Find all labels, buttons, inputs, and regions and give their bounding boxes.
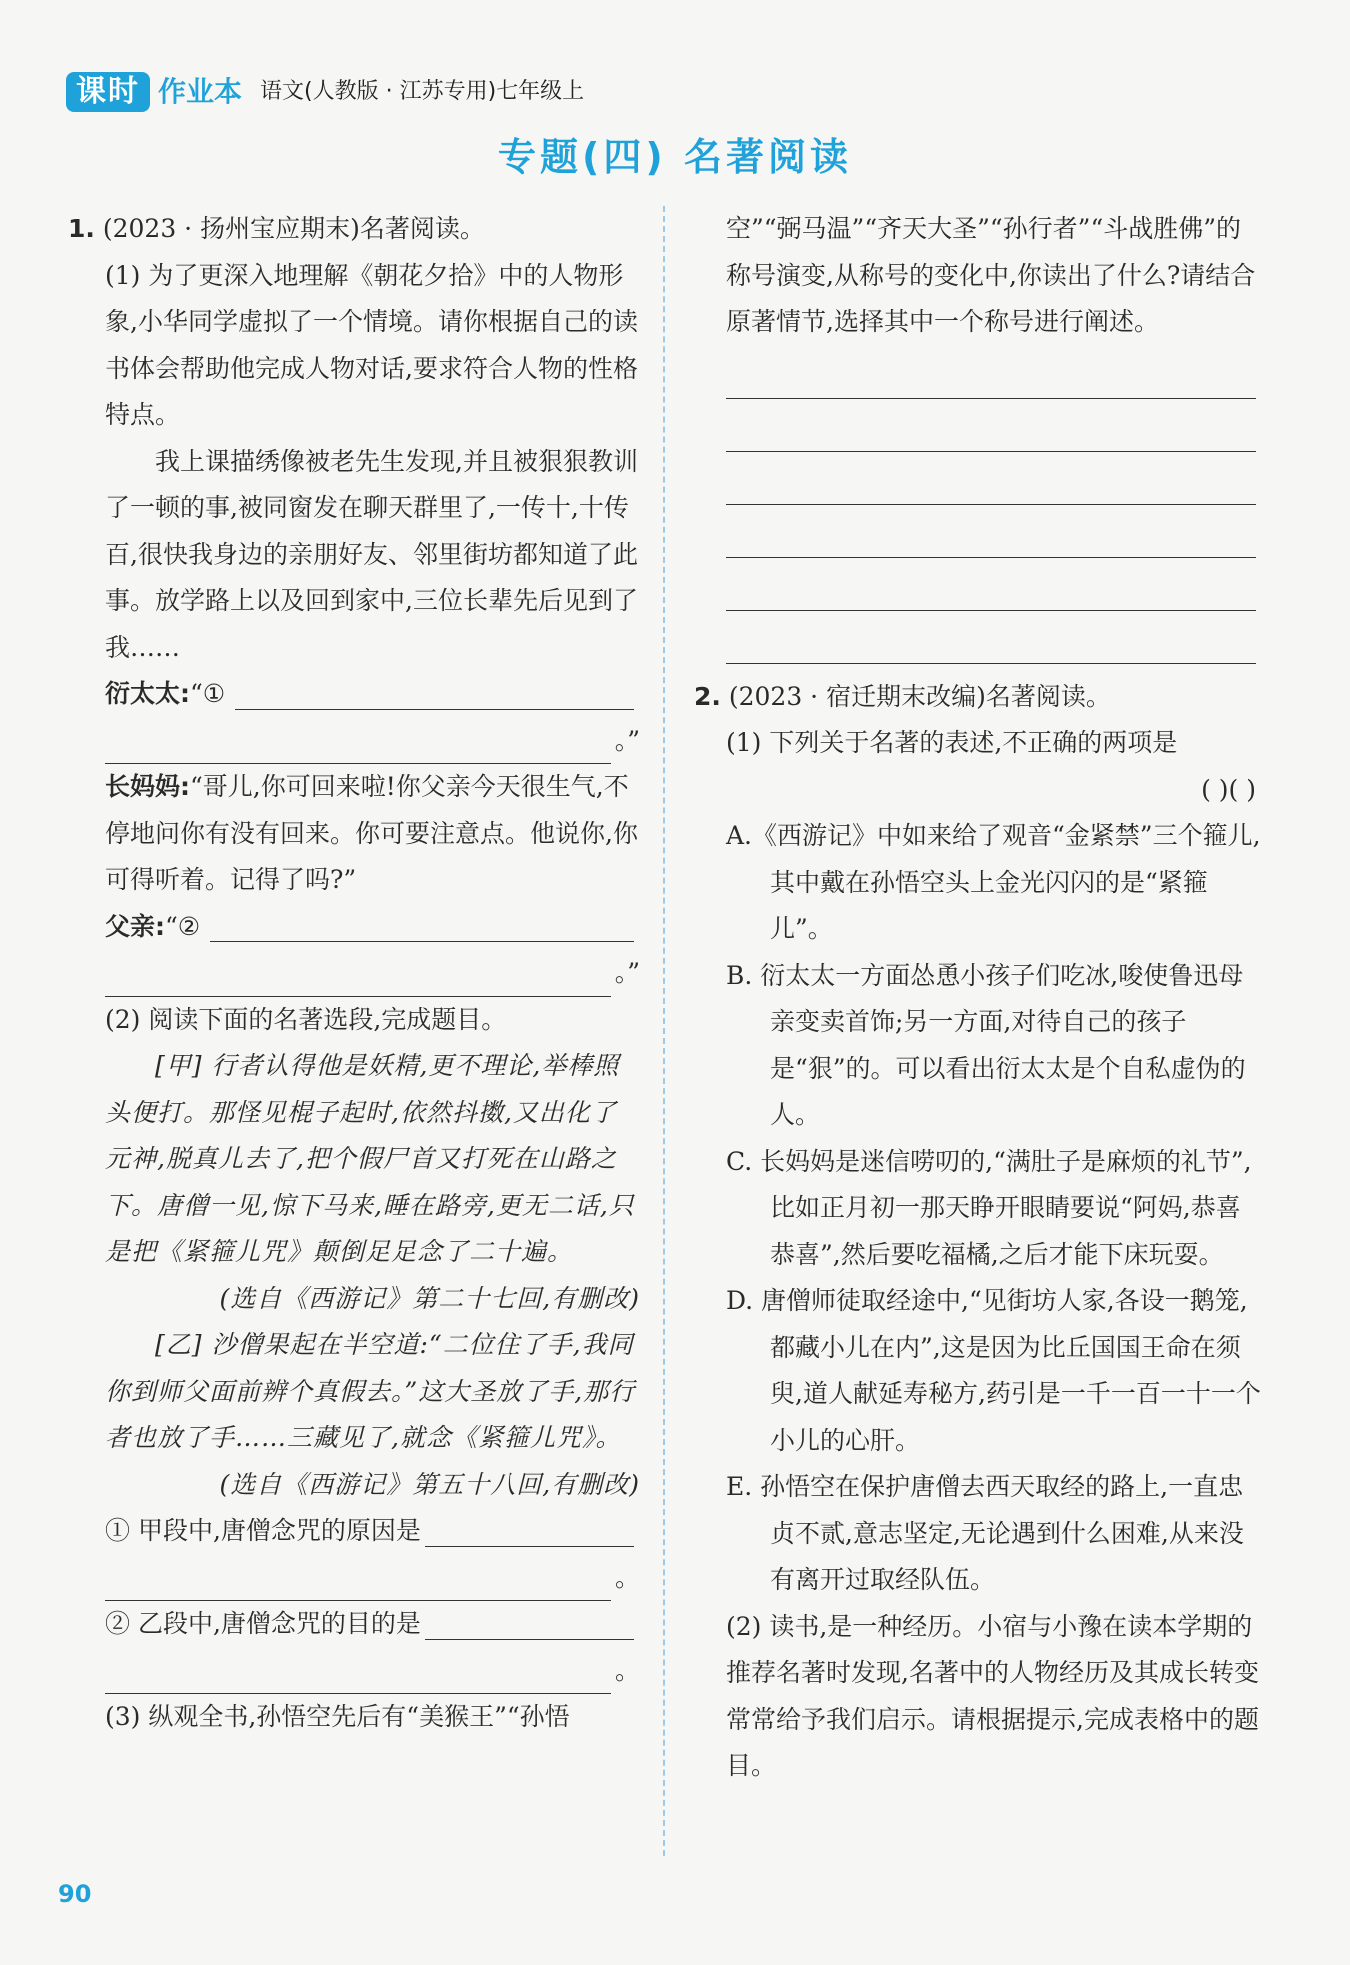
answer-line[interactable] [68,1648,640,1695]
option-a: A.《西游记》中如来给了观音“金紧禁”三个箍儿,其中戴在孙悟空头上金光闪闪的是“紧箍儿”。 [726,821,1261,943]
answer-line[interactable] [726,399,1256,452]
sub-question-text: ① 甲段中,唐僧念咒的原因是 [105,1516,421,1545]
answer-blank[interactable] [210,907,634,942]
answer-line[interactable] [726,558,1256,611]
page-title: 专题(四) 名著阅读 [498,135,852,179]
brand-name: 作业本 [158,75,243,108]
answer-area[interactable] [726,346,1262,664]
answer-line[interactable] [726,346,1256,399]
question-1-heading [68,206,640,253]
q1-part3-prompt: (3) 纵观全书,孙悟空先后有“美猴王”“孙悟 [105,1702,570,1731]
answer-parentheses[interactable]: ( )( ) [1201,774,1256,804]
dialogue-father [68,904,640,951]
question-2-heading [694,674,1262,721]
q1-scene-text: 我上课描绣像被老先生发现,并且被狠狠教训了一顿的事,被同窗发在聊天群里了,一传十,十传百,很快我身边的亲朋好友、邻里街坊都知道了此事。放学路上以及回到家中,三位长辈先后见到了我…… [105,446,638,662]
answer-line[interactable] [68,950,640,997]
blank-number: “① [190,679,226,708]
answer-line[interactable] [68,1555,640,1602]
right-column [694,206,1262,1790]
excerpt-source: (选自《西游记》第五十八回,有删改) [219,1469,640,1499]
option-c: C. 长妈妈是迷信唠叨的,“满肚子是麻烦的礼节”,比如正月初一那天睁开眼睛要说“阿妈,恭喜恭喜”,然后要吃福橘,之后才能下床玩耍。 [726,1146,1252,1269]
sub-question-2 [68,1601,640,1648]
answer-line[interactable] [68,718,640,765]
speaker-label: 衍太太: [105,679,190,708]
speaker-label: 长妈妈: [105,772,190,801]
dialogue-chang [68,764,640,904]
closing-quote: 。” [614,725,640,755]
period-mark: 。 [614,1655,640,1685]
excerpt-yi: [乙] 沙僧果起在半空道:“二位住了手,我同你到师父面前辨个真假去。”这大圣放了手,那行者也放了手……三藏见了,就念《紧箍儿咒》。 [105,1330,636,1452]
sub-question-1 [68,1508,640,1555]
excerpt-source: (选自《西游记》第二十七回,有删改) [219,1283,640,1313]
brand-logo: 课时 [66,72,150,112]
question-source: (2023 · 宿迁期末改编)名著阅读。 [728,681,1111,711]
period-mark: 。 [614,1562,640,1592]
column-divider [663,206,665,1856]
question-number: 1. [68,214,95,243]
q2-part1-prompt: (1) 下列关于名著的表述,不正确的两项是 [726,728,1178,757]
speaker-label: 父亲: [105,911,165,941]
option-e: E. 孙悟空在保护唐僧去西天取经的路上,一直忠贞不贰,意志坚定,无论遇到什么困难,从来没有离开过取经队伍。 [726,1472,1244,1594]
question-number: 2. [694,681,721,711]
q1-part1-prompt: (1) 为了更深入地理解《朝花夕拾》中的人物形象,小华同学虚拟了一个情境。请你根据自己的读书体会帮助他完成人物对话,要求符合人物的性格特点。 [105,260,638,429]
answer-blank[interactable] [425,1605,634,1640]
answer-line[interactable] [726,611,1256,664]
option-d: D. 唐僧师徒取经途中,“见街坊人家,各设一鹅笼,都藏小儿在内”,这是因为比丘国国王命在须臾,道人献延寿秘方,药引是一千一百一十一个小儿的心肝。 [726,1286,1261,1455]
q1-part3-continued: 空”“弼马温”“齐天大圣”“孙行者”“斗战胜佛”的称号演变,从称号的变化中,你读出了什么?请结合原著情节,选择其中一个称号进行阐述。 [726,214,1256,336]
answer-blank[interactable] [235,675,634,710]
left-column [68,206,640,1741]
subject-label: 语文(人教版 · 江苏专用)七年级上 [260,79,585,104]
dialogue-text: “哥儿,你可回来啦!你父亲今天很生气,不停地问你有没有回来。你可要注意点。他说你,你可得听着。记得了吗?” [105,772,638,894]
answer-line[interactable] [726,505,1256,558]
answer-line[interactable] [726,452,1256,505]
question-source: (2023 · 扬州宝应期末)名著阅读。 [102,214,485,243]
q2-part2-prompt: (2) 读书,是一种经历。小宿与小豫在读本学期的推荐名著时发现,名著中的人物经历及其成长转变常常给予我们启示。请根据提示,完成表格中的题目。 [726,1611,1259,1780]
blank-number: “② [165,911,201,941]
dialogue-yan [68,671,640,718]
option-b: B. 衍太太一方面怂恿小孩子们吃冰,唆使鲁迅母亲变卖首饰;另一方面,对待自己的孩子是“狠”的。可以看出衍太太是个自私虚伪的人。 [726,960,1246,1129]
q1-part2-prompt: (2) 阅读下面的名著选段,完成题目。 [105,1004,507,1034]
answer-blank[interactable] [425,1512,634,1547]
excerpt-jia: [甲] 行者认得他是妖精,更不理论,举棒照头便打。那怪见棍子起时,依然抖擞,又出化了元神,脱真儿去了,把个假尸首又打死在山路之下。唐僧一见,惊下马来,睡在路旁,更无二话,只是把《紧箍儿咒》颠倒足足念了二十遍。 [105,1051,635,1266]
page-number: 90 [58,1880,92,1908]
closing-quote: 。” [614,958,640,987]
header [66,72,584,112]
sub-question-text: ② 乙段中,唐僧念咒的目的是 [105,1609,421,1638]
